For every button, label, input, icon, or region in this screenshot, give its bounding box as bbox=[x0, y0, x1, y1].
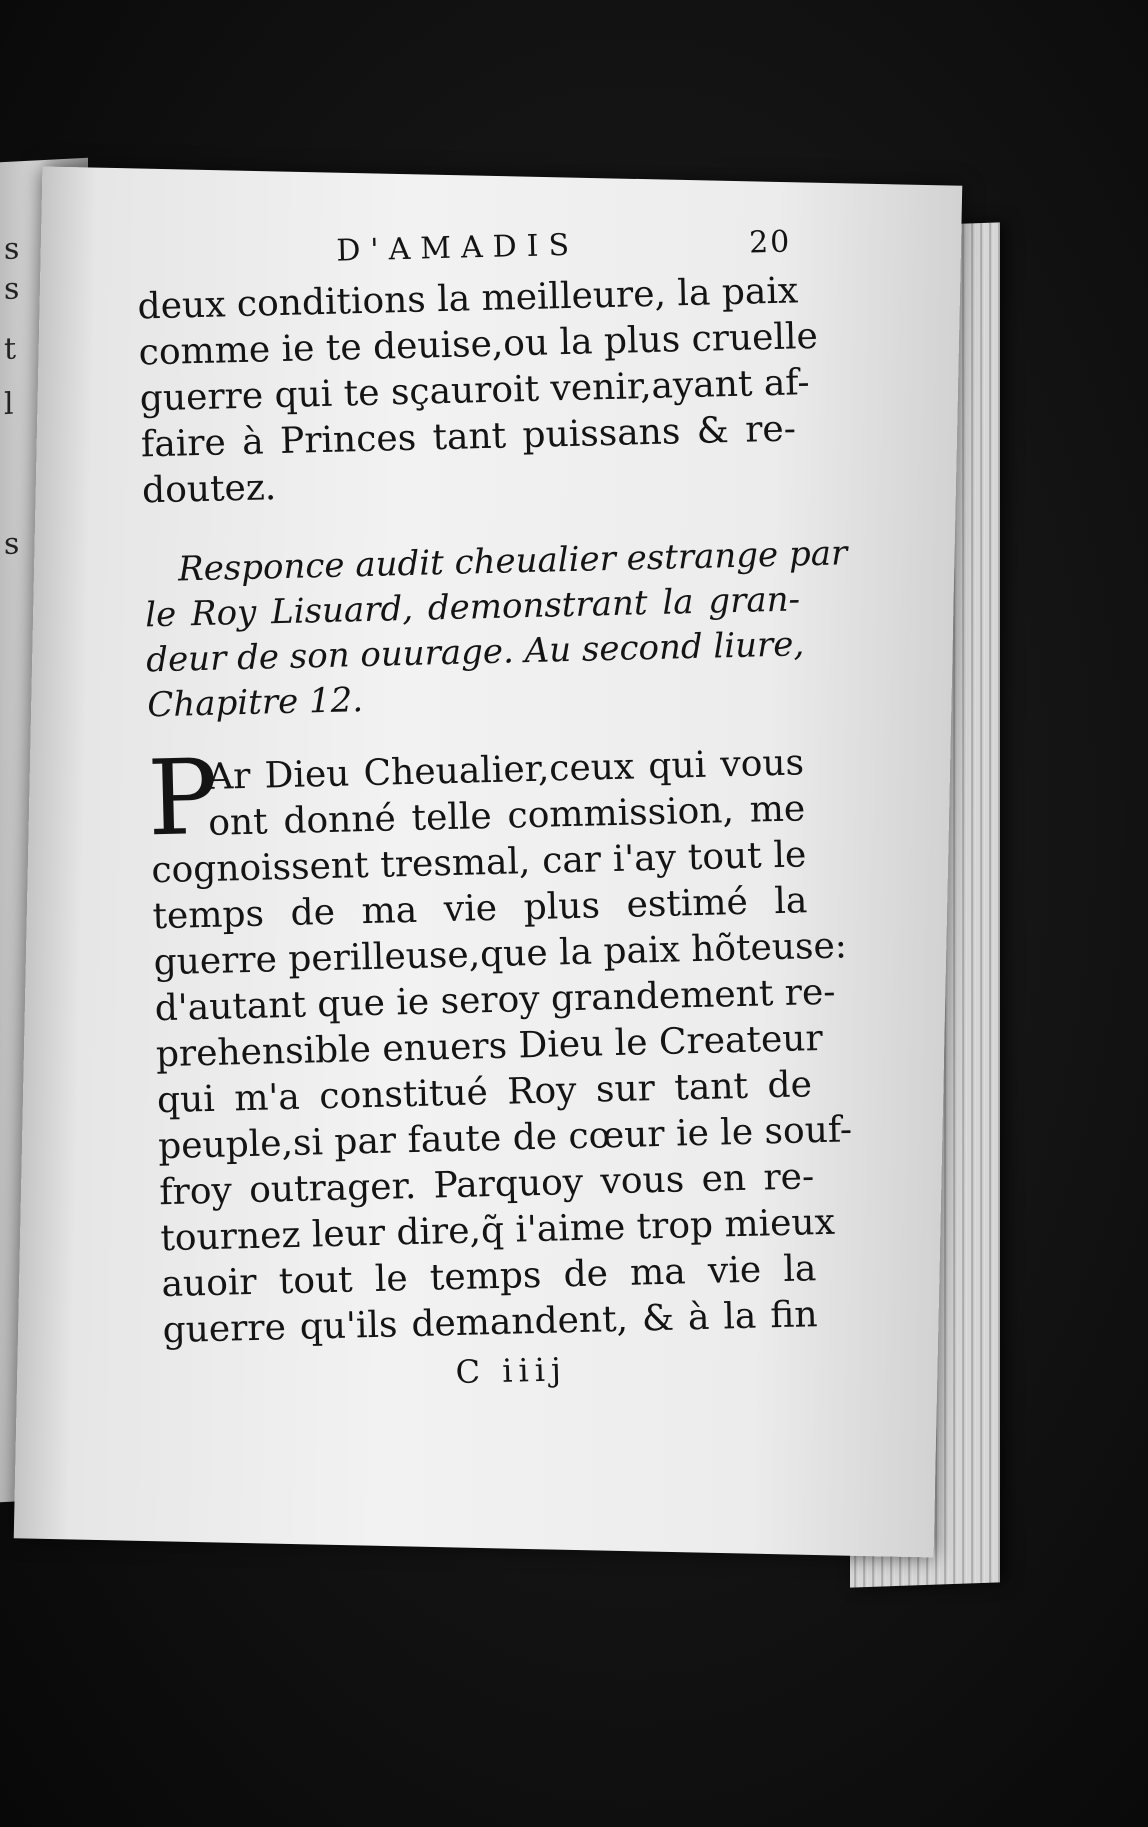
text-line: peuple,si par faute de cœur ie le souf- bbox=[157, 1109, 853, 1168]
preceding-paragraph bbox=[137, 268, 819, 514]
heading-line: Chapitre 12. bbox=[146, 680, 364, 726]
text-line: qui m'a constitué Roy sur tant de bbox=[156, 1064, 813, 1122]
left-page-fragment: s bbox=[4, 526, 20, 563]
text-line: guerre qu'ils demandent, & à la fin bbox=[162, 1294, 818, 1352]
text-line: froy outrager. Parquoy vous en re- bbox=[158, 1156, 815, 1214]
text-line: guerre qui te sçauroit venir,ayant af- bbox=[139, 362, 810, 420]
text-line: temps de ma vie plus estimé la bbox=[152, 880, 808, 938]
running-title: D'AMADIS bbox=[335, 227, 580, 269]
left-page-fragment: t bbox=[4, 331, 17, 368]
left-page-fragment: s bbox=[4, 231, 20, 268]
left-page-fragment: l bbox=[4, 386, 14, 423]
body-text bbox=[137, 268, 853, 1398]
text-line: ont donné telle commission, me bbox=[207, 788, 806, 844]
page-content bbox=[136, 222, 853, 1398]
text-line: guerre perilleuse,que la paix hõteuse: bbox=[153, 925, 848, 984]
page-number: 20 bbox=[748, 224, 792, 261]
text-line: cognoissent tresmal, car i'ay tout le bbox=[150, 834, 807, 892]
heading-line: Responce audit cheualier estrange par bbox=[177, 533, 848, 590]
heading-line: deur de son ouurage. Au second liure, bbox=[145, 624, 805, 681]
left-page-fragment: s bbox=[4, 271, 20, 308]
book-page bbox=[14, 167, 963, 1558]
text-line: Ar Dieu Cheualier,ceux qui vous bbox=[206, 742, 805, 798]
text-line: d'autant que ie seroy grandement re- bbox=[154, 971, 836, 1030]
heading-line: le Roy Lisuard, demonstrant la gran- bbox=[144, 579, 801, 636]
signature-mark: C iiij bbox=[455, 1350, 568, 1392]
drop-cap: P bbox=[146, 735, 220, 860]
text-line: tournez leur dire,q̃ i'aime trop mieux bbox=[159, 1201, 836, 1260]
text-line: auoir tout le temps de ma vie la bbox=[161, 1248, 817, 1306]
section-heading bbox=[144, 532, 848, 728]
text-line: deux conditions la meilleure, la paix bbox=[137, 270, 799, 328]
text-line: faire à Princes tant puissans & re- bbox=[140, 408, 797, 466]
text-line: comme ie te deuise,ou la plus cruelle bbox=[138, 315, 819, 374]
text-line: prehensible enuers Dieu le Createur bbox=[155, 1017, 824, 1076]
text-line: doutez. bbox=[141, 467, 277, 512]
reply-paragraph bbox=[146, 735, 853, 1354]
